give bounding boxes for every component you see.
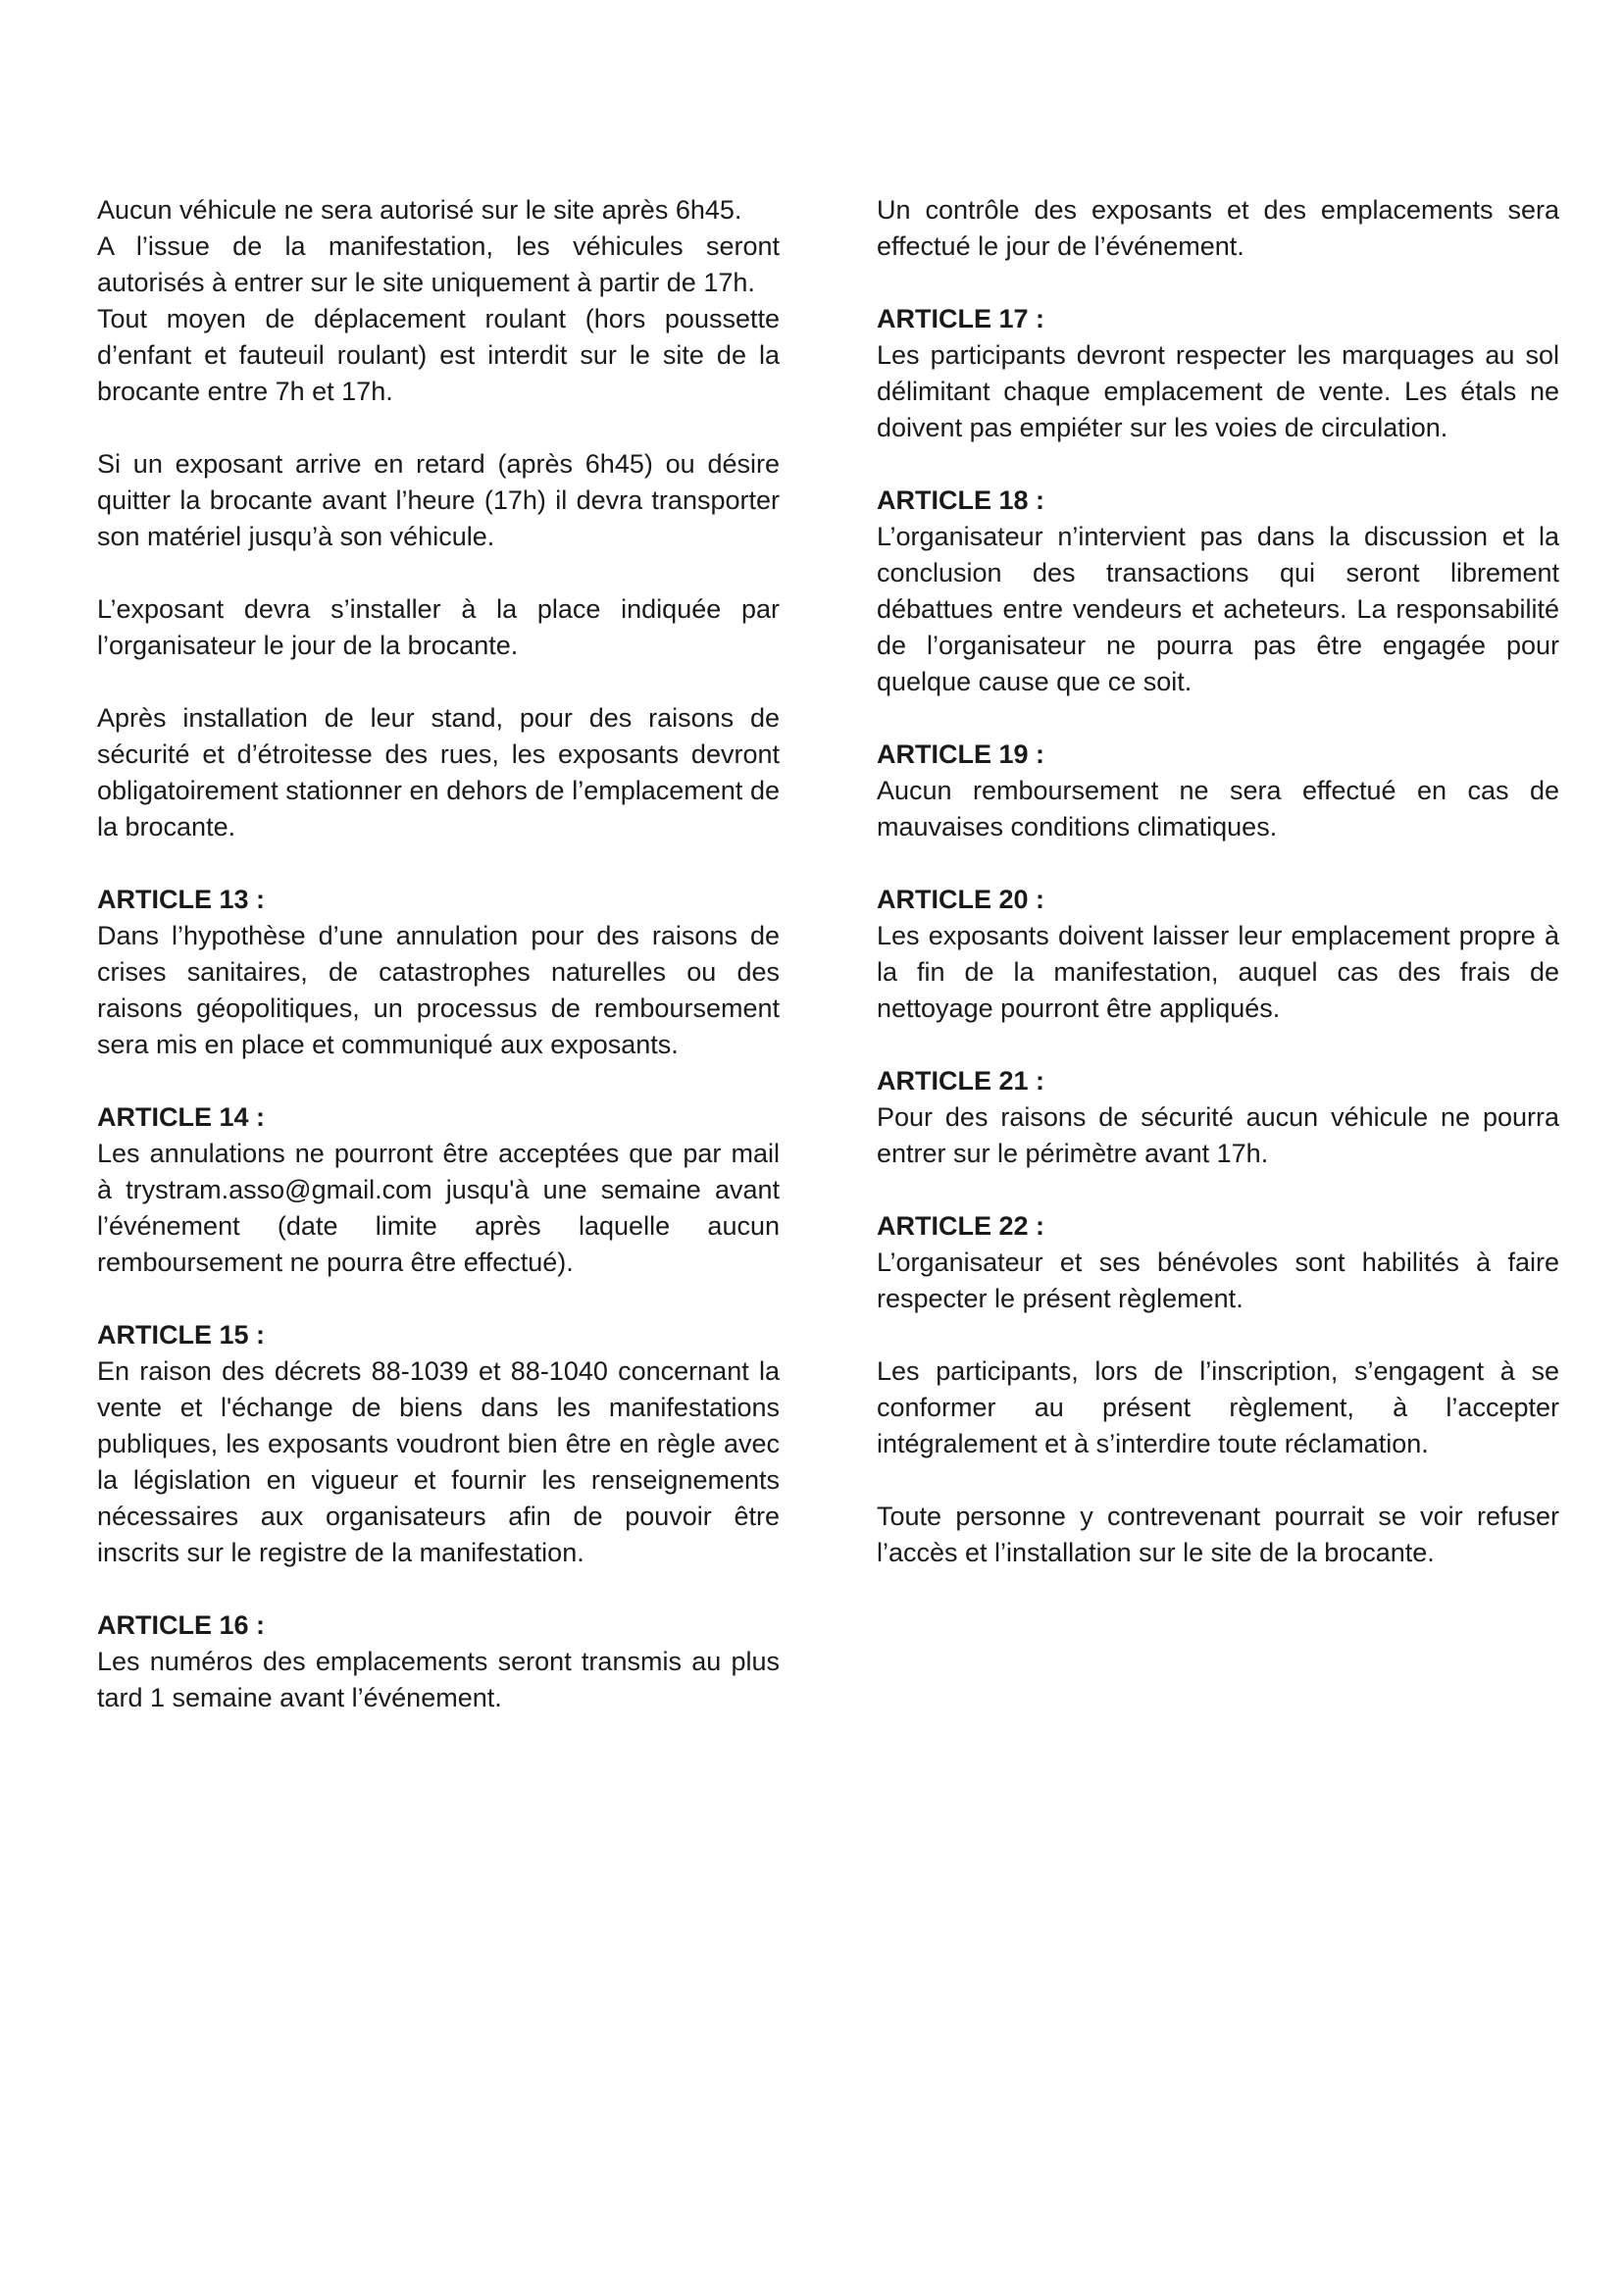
left-column (97, 192, 780, 1716)
article-13-title: ARTICLE 13 : (97, 885, 266, 914)
control-paragraph: Un contrôle des exposants et des emplacements sera effectué le jour de l’événement. (877, 195, 1559, 261)
placement-paragraph: L’exposant devra s’installer à la place indiquée par l’organisateur le jour de la brocante. (97, 594, 780, 660)
vehicle-rule-1: Aucun véhicule ne sera autorisé sur le site après 6h45. (97, 195, 742, 225)
article-21-title: ARTICLE 21 : (877, 1066, 1045, 1096)
parking-paragraph: Après installation de leur stand, pour des raisons de sécurité et d’étroitesse des rues, les exposants devront obligatoirement stationner en dehors de l’emplacement de la brocante. (97, 703, 780, 841)
article-19-title: ARTICLE 19 : (877, 739, 1045, 769)
late-arrival-paragraph: Si un exposant arrive en retard (après 6h45) ou désire quitter la brocante avant l’heure (17h) il devra transporter son matériel jusqu’à son véhicule. (97, 449, 780, 551)
vehicle-rule-3: Tout moyen de déplacement roulant (hors poussette d’enfant et fauteuil roulant) est interdit sur le site de la brocante entre 7h et 17h. (97, 304, 780, 406)
article-17-title: ARTICLE 17 : (877, 304, 1045, 333)
refusal-paragraph: Toute personne y contrevenant pourrait se voir refuser l’accès et l’installation sur le site de la brocante. (877, 1502, 1559, 1567)
commitment-paragraph: Les participants, lors de l’inscription, s’engagent à se conformer au présent règlement, à l’accepter intégralement et à s’interdire toute réclamation. (877, 1356, 1559, 1458)
article-16-text: Les numéros des emplacements seront transmis au plus tard 1 semaine avant l’événement. (97, 1647, 780, 1712)
article-21-text: Pour des raisons de sécurité aucun véhicule ne pourra entrer sur le périmètre avant 17h. (877, 1102, 1559, 1168)
article-18-text: L’organisateur n’intervient pas dans la discussion et la conclusion des transactions qui seront librement débattues entre vendeurs et acheteurs. La responsabilité de l’organisateur ne pourra pas être engagée pour quelque cause que ce soit. (877, 522, 1559, 696)
article-17-text: Les participants devront respecter les marquages au sol délimitant chaque emplacement de vente. Les étals ne doivent pas empiéter sur les voies de circulation. (877, 340, 1559, 442)
article-14-text: Les annulations ne pourront être acceptées que par mail à trystram.asso@gmail.com jusqu'à une semaine avant l’événement (date limite après laquelle aucun remboursement ne pourra être effectué). (97, 1139, 780, 1277)
article-19-text: Aucun remboursement ne sera effectué en cas de mauvaises conditions climatiques. (877, 776, 1559, 841)
article-16-title: ARTICLE 16 : (97, 1610, 266, 1640)
article-22-title: ARTICLE 22 : (877, 1211, 1045, 1241)
article-20-title: ARTICLE 20 : (877, 885, 1045, 914)
article-15-text: En raison des décrets 88-1039 et 88-1040 concernant la vente et l'échange de biens dans les manifestations publiques, les exposants voudront bien être en règle avec la législation en vigueur et fournir les renseignements nécessaires aux organisateurs afin de pouvoir être inscrits sur le registre de la manifestation. (97, 1356, 780, 1567)
article-18-title: ARTICLE 18 : (877, 485, 1045, 515)
article-14-title: ARTICLE 14 : (97, 1102, 266, 1132)
article-13-text: Dans l’hypothèse d’une annulation pour des raisons de crises sanitaires, de catastrophes naturelles ou des raisons géopolitiques, un processus de remboursement sera mis en place et communiqué aux exposants. (97, 921, 780, 1059)
vehicle-rule-2: A l’issue de la manifestation, les véhicules seront autorisés à entrer sur le site uniquement à partir de 17h. (97, 231, 780, 297)
right-column (877, 192, 1559, 1571)
article-22-text: L’organisateur et ses bénévoles sont habilités à faire respecter le présent règlement. (877, 1248, 1559, 1313)
article-15-title: ARTICLE 15 : (97, 1320, 266, 1350)
article-20-text: Les exposants doivent laisser leur emplacement propre à la fin de la manifestation, auquel cas des frais de nettoyage pourront être appliqués. (877, 921, 1559, 1023)
